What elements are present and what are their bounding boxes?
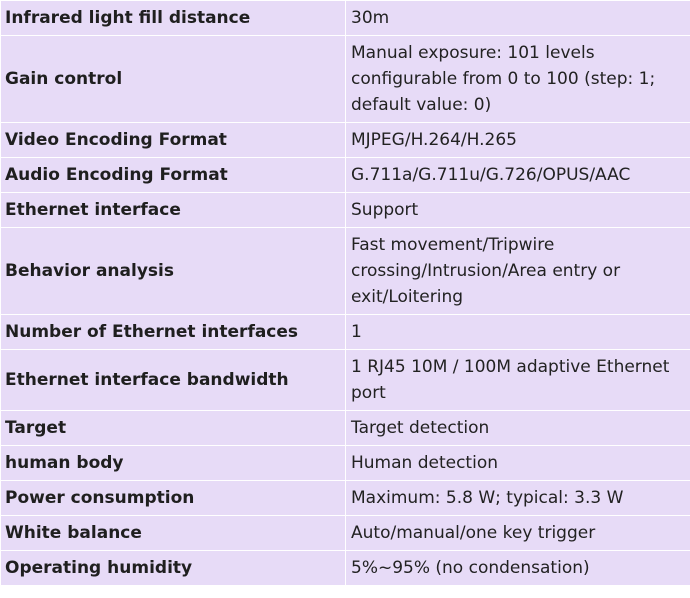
table-row bbox=[1, 158, 690, 193]
spec-label: Operating humidity bbox=[1, 551, 346, 586]
spec-value: 1 RJ45 10M / 100M adaptive Ethernet port bbox=[346, 350, 690, 411]
table-row bbox=[1, 36, 690, 123]
spec-value: 30m bbox=[346, 1, 690, 36]
spec-label: Gain control bbox=[1, 36, 346, 123]
spec-value: Auto/manual/one key trigger bbox=[346, 516, 690, 551]
table-row bbox=[1, 411, 690, 446]
spec-label: White balance bbox=[1, 516, 346, 551]
spec-label: Number of Ethernet interfaces bbox=[1, 315, 346, 350]
table-row bbox=[1, 193, 690, 228]
spec-label: Infrared light fill distance bbox=[1, 1, 346, 36]
table-row bbox=[1, 516, 690, 551]
table-row bbox=[1, 350, 690, 411]
spec-label: Target bbox=[1, 411, 346, 446]
spec-value: Fast movement/Tripwire crossing/Intrusion/Area entry or exit/Loitering bbox=[346, 228, 690, 315]
spec-value: MJPEG/H.264/H.265 bbox=[346, 123, 690, 158]
spec-value: 1 bbox=[346, 315, 690, 350]
table-row bbox=[1, 1, 690, 36]
spec-value: Manual exposure: 101 levels configurable from 0 to 100 (step: 1; default value: 0) bbox=[346, 36, 690, 123]
spec-label: Behavior analysis bbox=[1, 228, 346, 315]
spec-label: Audio Encoding Format bbox=[1, 158, 346, 193]
spec-value: 5%~95% (no condensation) bbox=[346, 551, 690, 586]
spec-value: Human detection bbox=[346, 446, 690, 481]
spec-value: G.711a/G.711u/G.726/OPUS/AAC bbox=[346, 158, 690, 193]
table-row bbox=[1, 446, 690, 481]
table-row bbox=[1, 551, 690, 586]
spec-label: Video Encoding Format bbox=[1, 123, 346, 158]
spec-value: Maximum: 5.8 W; typical: 3.3 W bbox=[346, 481, 690, 516]
spec-label: Ethernet interface bandwidth bbox=[1, 350, 346, 411]
table-row bbox=[1, 481, 690, 516]
spec-value: Target detection bbox=[346, 411, 690, 446]
table-row bbox=[1, 123, 690, 158]
table-row bbox=[1, 228, 690, 315]
spec-label: human body bbox=[1, 446, 346, 481]
table-row bbox=[1, 315, 690, 350]
spec-label: Power consumption bbox=[1, 481, 346, 516]
spec-label: Ethernet interface bbox=[1, 193, 346, 228]
spec-value: Support bbox=[346, 193, 690, 228]
